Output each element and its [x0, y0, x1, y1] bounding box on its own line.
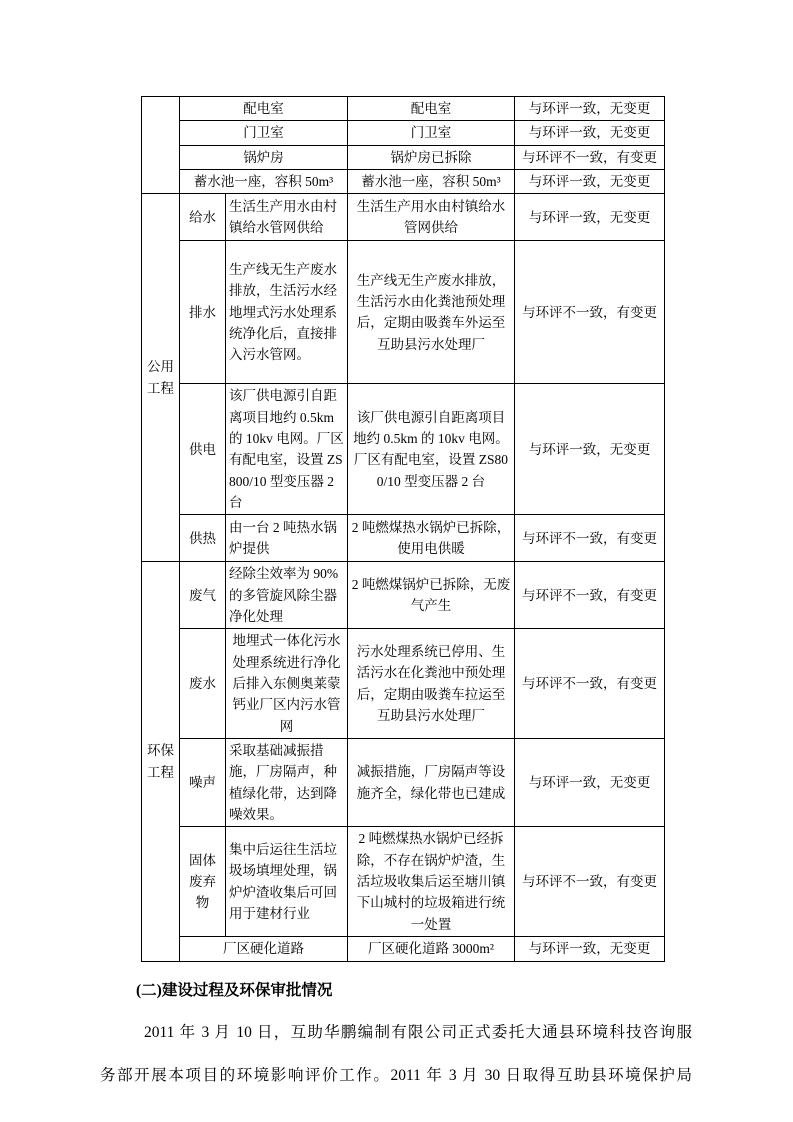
cell-approved: 集中后运往生活垃圾场填埋处理，锅炉炉渣收集后可回用于建材行业	[226, 827, 348, 937]
cell-actual: 配电室	[348, 97, 515, 121]
cell-actual: 污水处理系统已停用、生活污水在化粪池中预处理后，定期由吸粪车拉运至互助县污水处理厂	[348, 629, 515, 739]
table-row	[142, 629, 665, 739]
cell-approved: 地埋式一体化污水处理系统进行净化后排入东侧奥莱蒙钙业厂区内污水管网	[226, 629, 348, 739]
table-row	[142, 384, 665, 515]
page-content	[100, 96, 692, 1097]
paragraph-line: 2011 年 3 月 10 日，互助华鹏编制有限公司正式委托大通县环境科技咨询服	[144, 1023, 692, 1041]
cell-actual: 锅炉房已拆除	[348, 145, 515, 169]
cell-approved: 由一台 2 吨热水锅炉提供	[226, 515, 348, 562]
cell-remark: 与环评一致，无变更	[515, 194, 665, 241]
cell-item: 排水	[180, 241, 226, 384]
cell-approved: 采取基础减振措施，厂房隔声，种植绿化带，达到降噪效果。	[226, 738, 348, 826]
cell-item: 给水	[180, 194, 226, 241]
cell-remark: 与环评一致，无变更	[515, 936, 665, 961]
cell-actual: 生产线无生产废水排放，生活污水由化粪池预处理后，定期由吸粪车外运至互助县污水处理厂	[348, 241, 515, 384]
cell-remark: 与环评一致，无变更	[515, 97, 665, 121]
cell-actual: 2 吨燃煤热水锅炉已拆除，使用电供暖	[348, 515, 515, 562]
cell-item: 废气	[180, 562, 226, 629]
cell-approved: 配电室	[180, 97, 348, 121]
cell-approved: 该厂供电源引自距离项目地约 0.5km 的 10kv 电网。厂区有配电室，设置 ZS800/10 型变压器 2 台	[226, 384, 348, 515]
cell-remark: 与环评不一致，有变更	[515, 145, 665, 169]
cell-group-label: 公用工程	[142, 194, 180, 562]
cell-remark: 与环评不一致，有变更	[515, 827, 665, 937]
cell-remark: 与环评一致，无变更	[515, 169, 665, 193]
cell-actual: 该厂供电源引自距离项目地约 0.5km 的 10kv 电网。厂区有配电室，设置 ZS800/10 型变压器 2 台	[348, 384, 515, 515]
cell-item: 固体废弃物	[180, 827, 226, 937]
table-row	[142, 738, 665, 826]
table-row	[142, 121, 665, 145]
table-row	[142, 145, 665, 169]
cell-actual: 门卫室	[348, 121, 515, 145]
cell-actual: 减振措施，厂房隔声等设施齐全，绿化带也已建成	[348, 738, 515, 826]
table-row	[142, 169, 665, 193]
table-row	[142, 515, 665, 562]
cell-actual: 生活生产用水由村镇给水管网供给	[348, 194, 515, 241]
body-paragraph	[100, 1011, 692, 1097]
cell-actual: 厂区硬化道路 3000m²	[348, 936, 515, 961]
table-row	[142, 194, 665, 241]
table-row	[142, 562, 665, 629]
cell-group-empty	[142, 97, 180, 194]
cell-actual: 2 吨燃煤锅炉已拆除，无废气产生	[348, 562, 515, 629]
section-heading: (二)建设过程及环保审批情况	[136, 981, 333, 999]
paragraph-line: 务部开展本项目的环境影响评价工作。2011 年 3 月 30 日取得互助县环境保护局	[100, 1066, 692, 1084]
table-row	[142, 241, 665, 384]
cell-remark: 与环评一致，无变更	[515, 384, 665, 515]
cell-remark: 与环评一致，无变更	[515, 121, 665, 145]
cell-item: 噪声	[180, 738, 226, 826]
cell-remark: 与环评一致，无变更	[515, 738, 665, 826]
table-row	[142, 827, 665, 937]
cell-approved: 生产线无生产废水排放，生活污水经地埋式污水处理系统净化后，直接排入污水管网。	[226, 241, 348, 384]
cell-approved: 门卫室	[180, 121, 348, 145]
cell-approved: 厂区硬化道路	[180, 936, 348, 961]
comparison-table	[141, 96, 665, 962]
cell-remark: 与环评不一致，有变更	[515, 241, 665, 384]
cell-approved: 经除尘效率为 90%的多管旋风除尘器净化处理	[226, 562, 348, 629]
cell-item: 供电	[180, 384, 226, 515]
cell-item: 废水	[180, 629, 226, 739]
cell-remark: 与环评不一致，有变更	[515, 629, 665, 739]
cell-item: 供热	[180, 515, 226, 562]
cell-actual: 2 吨燃煤热水锅炉已经拆除，不存在锅炉炉渣，生活垃圾收集后运至塘川镇下山城村的垃圾箱进行统一处置	[348, 827, 515, 937]
table-row	[142, 97, 665, 121]
cell-approved: 生活生产用水由村镇给水管网供给	[226, 194, 348, 241]
cell-group-label: 环保工程	[142, 562, 180, 962]
cell-approved: 蓄水池一座，容积 50m³	[180, 169, 348, 193]
cell-actual: 蓄水池一座，容积 50m³	[348, 169, 515, 193]
cell-remark: 与环评不一致，有变更	[515, 515, 665, 562]
cell-approved: 锅炉房	[180, 145, 348, 169]
table-row	[142, 936, 665, 961]
cell-remark: 与环评不一致，有变更	[515, 562, 665, 629]
